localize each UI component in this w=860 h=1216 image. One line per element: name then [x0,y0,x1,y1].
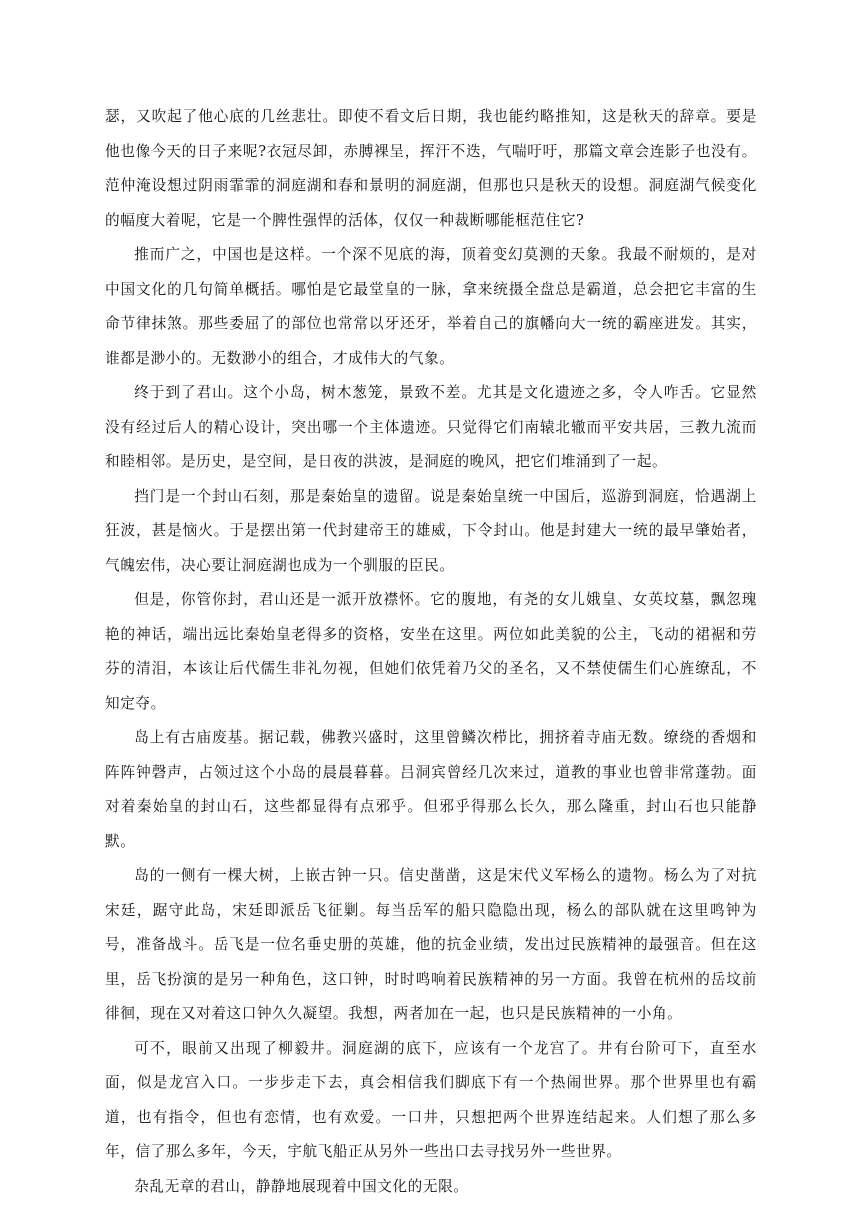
paragraph-8: 可不，眼前又出现了柳毅井。洞庭湖的底下，应该有一个龙宫了。井有台阶可下，直至水面，似是龙宫入口。一步步走下去，真会相信我们脚底下有一个热闹世界。那个世界里也有霸道，也有指令，但也有恋情，也有欢爱。一口井，只想把两个世界连结起来。人们想了那么多年，信了那么多年，今天，宇航飞船正从另外一些出口去寻找另外一些世界。 [105,1039,757,1160]
paragraph-6: 岛上有古庙废基。据记载，佛教兴盛时，这里曾鳞次栉比，拥挤着寺庙无数。缭绕的香烟和阵阵钟磬声，占领过这个小岛的晨晨暮暮。吕洞宾曾经几次来过，道教的事业也曾非常蓬勃。面对着秦始皇的封山石，这些都显得有点邪乎。但邪乎得那么长久，那么隆重，封山石也只能静默。 [105,729,757,850]
paragraph-4: 挡门是一个封山石刻，那是秦始皇的遗留。说是秦始皇统一中国后，巡游到洞庭，恰遇湖上狂波，甚是恼火。于是摆出第一代封建帝王的雄威，下令封山。他是封建大一统的最早肇始者，气魄宏伟，决心要让洞庭湖也成为一个驯服的臣民。 [105,487,757,574]
paragraph-7: 岛的一侧有一棵大树，上嵌古钟一只。信史凿凿，这是宋代义军杨么的遗物。杨么为了对抗宋廷，踞守此岛，宋廷即派岳飞征剿。每当岳军的船只隐隐出现，杨么的部队就在这里鸣钟为号，准备战斗。岳飞是一位名垂史册的英雄，他的抗金业绩，发出过民族精神的最强音。但在这里，岳飞扮演的是另一种角色，这口钟，时时鸣响着民族精神的另一方面。我曾在杭州的岳坟前徘徊，现在又对着这口钟久久凝望。我想，两者加在一起，也只是民族精神的一小角。 [105,867,757,1022]
paragraph-3: 终于到了君山。这个小岛，树木葱笼，景致不差。尤其是文化遗迹之多，令人咋舌。它显然没有经过后人的精心设计，突出哪一个主体遗迹。只觉得它们南辕北辙而平安共居，三教九流而和睦相邻。是历史，是空间，是日夜的洪波，是洞庭的晚风，把它们堆涌到了一起。 [105,384,757,470]
document-body [105,100,757,1204]
paragraph-9: 杂乱无章的君山，静静地展现着中国文化的无限。 [134,1177,469,1195]
paragraph-2: 推而广之，中国也是这样。一个深不见底的海，顶着变幻莫测的天象。我最不耐烦的，是对中国文化的几句简单概括。哪怕是它最堂皇的一脉，拿来统摄全盘总是霸道，总会把它丰富的生命节律抹煞。那些委屈了的部位也常常以牙还牙，举着自己的旗幡向大一统的霸座进发。其实，谁都是渺小的。无数渺小的组合，才成伟大的气象。 [105,246,757,367]
paragraph-1: 瑟，又吹起了他心底的几丝悲壮。即使不看文后日期，我也能约略推知，这是秋天的辞章。要是他也像今天的日子来呢?衣冠尽卸，赤膊裸呈，挥汗不迭，气喘吁吁，那篇文章会连影子也没有。范仲淹设想过阴雨霏霏的洞庭湖和春和景明的洞庭湖，但那也只是秋天的设想。洞庭湖气候变化的幅度大着呢，它是一个脾性强悍的活体，仅仅一种裁断哪能框范住它? [105,108,757,229]
paragraph-5: 但是，你管你封，君山还是一派开放襟怀。它的腹地，有尧的女儿娥皇、女英坟墓，飘忽瑰艳的神话，端出远比秦始皇老得多的资格，安坐在这里。两位如此美貌的公主，飞动的裙裾和劳芬的清泪，本该让后代儒生非礼勿视，但她们依凭着乃父的圣名，又不禁使儒生们心旌缭乱，不知定夺。 [105,591,757,712]
